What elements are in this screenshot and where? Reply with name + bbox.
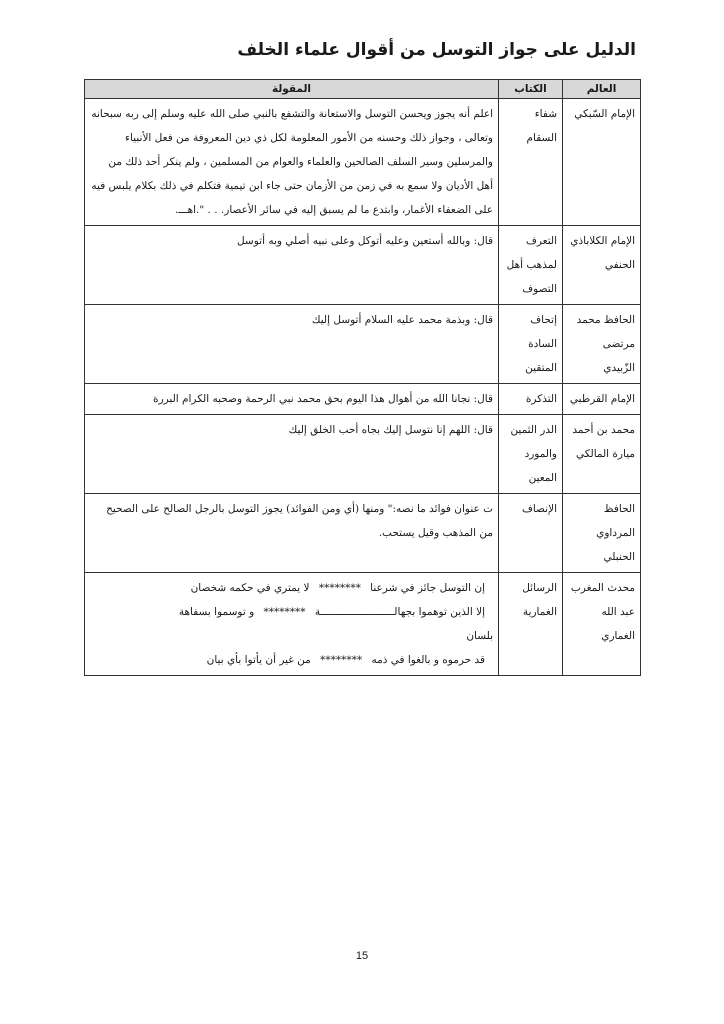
poem-cell — [85, 573, 499, 676]
poem-first-hemistich: بلسان — [466, 630, 493, 642]
book-cell: الإنصاف — [499, 494, 563, 573]
table-row — [85, 305, 641, 384]
table-row — [85, 494, 641, 573]
table-header-row — [85, 80, 641, 99]
book-cell: الرسائل الغمارية — [499, 573, 563, 676]
scholar-cell: محدث المغرب عبد الله الغماري — [563, 573, 641, 676]
poem-line — [90, 648, 493, 672]
quote-cell: ت عنوان فوائد ما نصه:" ومنها (أي ومن الفوائد) يجوز التوسل بالرجل الصالح على الصحيح من المذهب وقيل يستحب. — [85, 494, 499, 573]
scholar-cell: الحافظ المرداوي الحنبلي — [563, 494, 641, 573]
header-book: الكتاب — [499, 80, 563, 99]
book-cell: التعرف لمذهب أهل التصوف — [499, 226, 563, 305]
quote-cell: قال: وبذمة محمد عليه السلام أتوسل إليك — [85, 305, 499, 384]
page-number: 15 — [355, 950, 369, 962]
quote-cell: قال: اللهم إنا نتوسل إليك بجاه أحب الخلق إليك — [85, 415, 499, 494]
poem-separator: ******** — [263, 606, 306, 618]
table-row — [85, 384, 641, 415]
quote-cell: اعلم أنه يجوز ويحسن التوسل والاستعانة والتشفع بالنبي صلى الله عليه وسلم إلى ربه سبحانه وتعالى ، وجواز ذلك وحسنه من الأمور المعلومة لكل ذي دين المعروفة من فعل الأنبياء والمرسلين وسير السلف الصالحين والعلماء والعوام من المسلمين ، ولم ينكر أحد ذلك من أهل الأديان ولا سمع به في زمن من الأزمان حتى جاء ابن تيمية فتكلم في ذلك بكلام يلبس فيه على الضعفاء الأغمار، وابتدع ما لم يسبق إليه في سائر الأعصار. . . ".اهـــ. — [85, 99, 499, 226]
table-row — [85, 99, 641, 226]
book-cell: إتحاف السادة المتقين — [499, 305, 563, 384]
table-row — [85, 226, 641, 305]
poem-first-hemistich: إلا الذين توهموا بجهالــــــــــــــــــــــــة — [314, 606, 485, 618]
quote-cell: قال: وبالله أستعين وعليه أتوكل وعلى نبيه أصلي وبه أتوسل — [85, 226, 499, 305]
page-title: الدليل على جواز التوسل من أقوال علماء الخلف — [237, 40, 636, 60]
scholar-cell: محمد بن أحمد ميارة المالكي — [563, 415, 641, 494]
scholar-cell: الإمام الكلاباذي الحنفي — [563, 226, 641, 305]
poem-second-hemistich: لا يمتري في حكمه شخصان — [190, 582, 310, 594]
book-cell: الدر الثمين والمورد المعين — [499, 415, 563, 494]
poem-line — [90, 600, 493, 624]
header-scholar: العالم — [563, 80, 641, 99]
poem-separator: ******** — [318, 582, 361, 594]
poem-first-hemistich: إن التوسل جائز في شرعنا — [370, 582, 485, 594]
scholar-cell: الإمام القرطبي — [563, 384, 641, 415]
poem-first-hemistich: قد حرموه و بالغوا في ذمه — [371, 654, 485, 666]
book-cell: التذكرة — [499, 384, 563, 415]
table-row — [85, 573, 641, 676]
scholar-cell: الحافظ محمد مرتضى الزّبيدي — [563, 305, 641, 384]
poem-second-hemistich: و توسموا بسفاهة — [178, 606, 255, 618]
scholar-cell: الإمام السّبكي — [563, 99, 641, 226]
poem-line — [90, 624, 493, 648]
header-quote: المقولة — [85, 80, 499, 99]
table-row — [85, 415, 641, 494]
book-cell: شفاء السقام — [499, 99, 563, 226]
poem-separator: ******** — [320, 654, 363, 666]
poem-line — [90, 576, 493, 600]
poem-second-hemistich: من غير أن يأتوا بأي بيان — [206, 654, 311, 666]
quote-cell: قال: نجانا الله من أهوال هذا اليوم بحق محمد نبي الرحمة وصحبه الكرام البررة — [85, 384, 499, 415]
scholars-table — [84, 79, 641, 676]
